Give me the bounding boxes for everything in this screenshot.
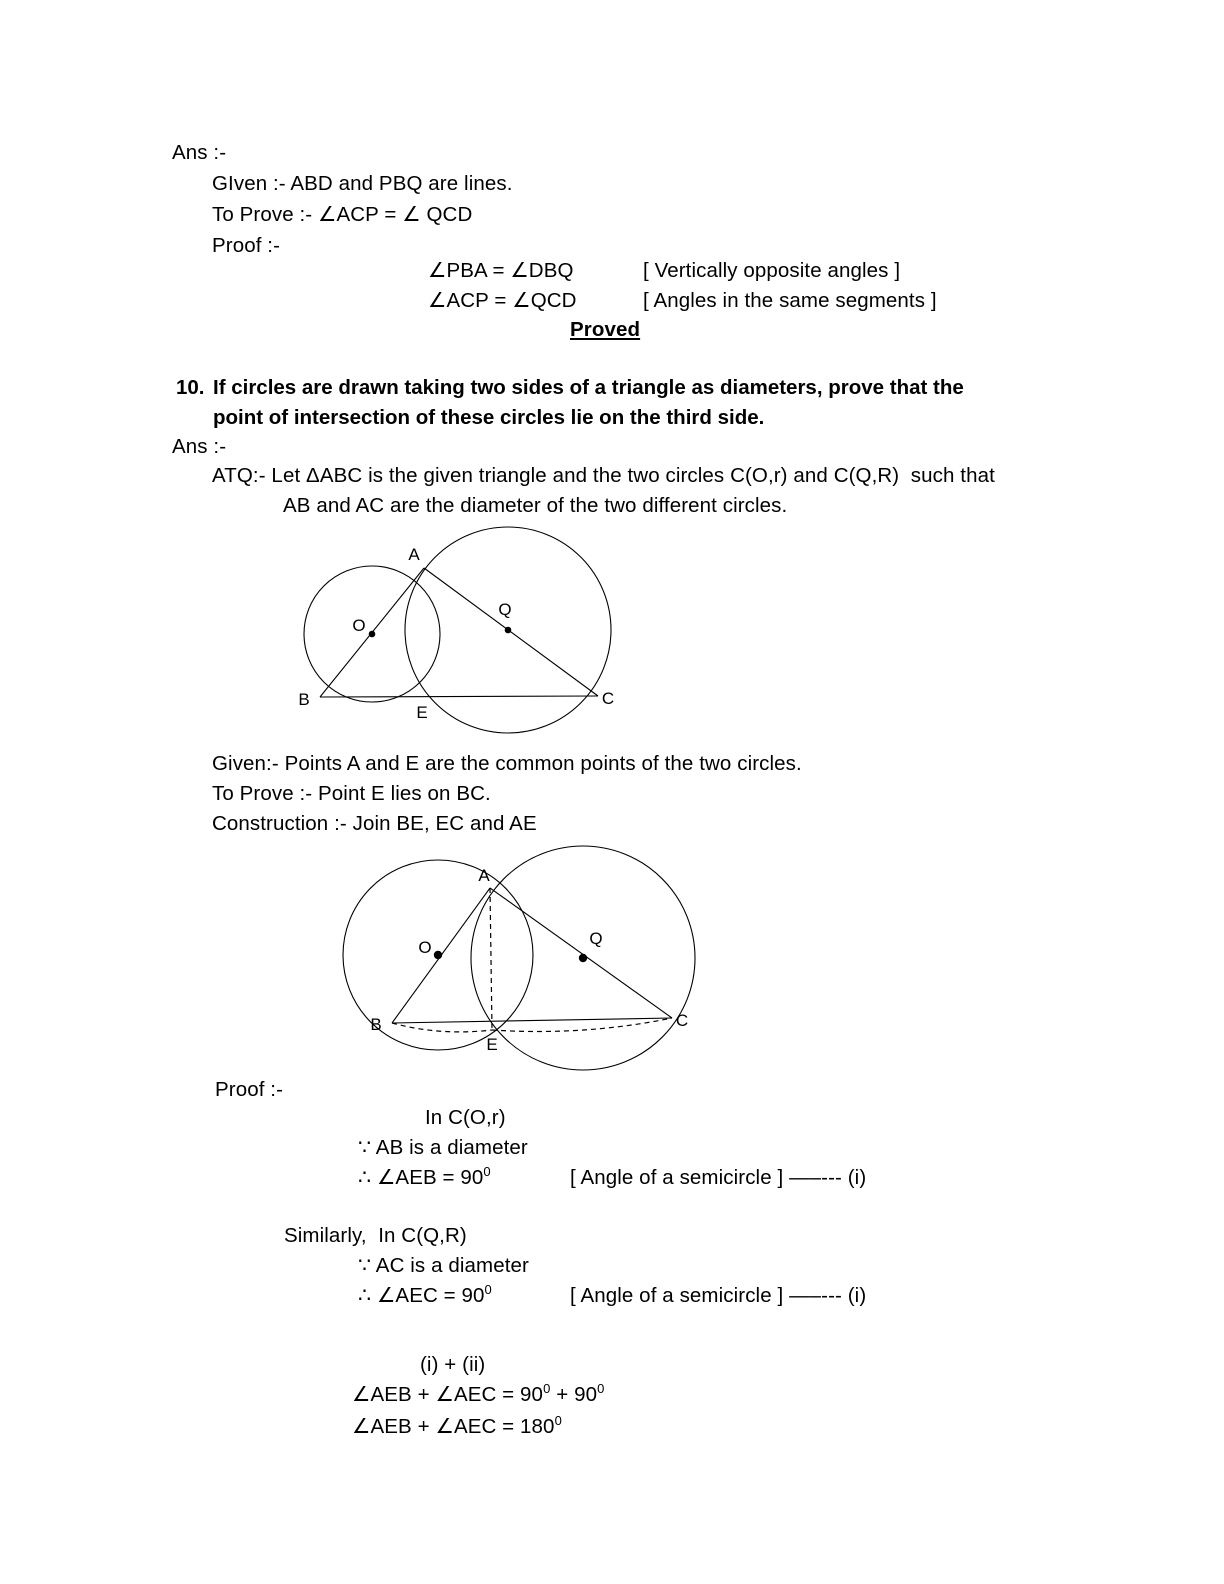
proof-sum-line1-degree-2: 0 xyxy=(597,1381,605,1397)
proof-block1-degree: 0 xyxy=(483,1164,491,1180)
center-dot-O xyxy=(369,631,376,638)
atq-line-2: AB and AC are the diameter of the two different circles. xyxy=(283,494,788,517)
segment-BC xyxy=(320,696,598,697)
answer-label-part1: Ans :- xyxy=(172,141,227,164)
proof-sum-line1-a: ∠AEB + ∠AEC = 90 xyxy=(352,1383,544,1406)
proof-block2-therefore xyxy=(358,1282,492,1307)
proof-block2-because: ∵ AC is a diameter xyxy=(358,1254,529,1277)
answer-label-q10: Ans :- xyxy=(172,435,227,458)
given-line-part1: GIven :- ABD and PBQ are lines. xyxy=(212,172,513,195)
figure-2-label-Q: Q xyxy=(589,929,603,948)
proof-sum-line-1 xyxy=(352,1381,605,1406)
proof-block1-because: ∵ AB is a diameter xyxy=(358,1136,528,1159)
proof-sum-line1-b: + 90 xyxy=(550,1383,598,1406)
question-10-number: 10. xyxy=(176,376,205,399)
figure-1-label-B: B xyxy=(298,690,310,709)
figure-2-label-O: O xyxy=(418,938,432,957)
proof-block2-bracket: [ Angle of a semicircle ] —–--- (i) xyxy=(570,1284,867,1307)
proof-sum-line2-a: ∠AEB + ∠AEC = 180 xyxy=(352,1415,555,1438)
question-10-text-line2: point of intersection of these circles lie on the third side. xyxy=(213,406,765,429)
proof-sum-line1-degree-1: 0 xyxy=(543,1381,551,1397)
proof-block1-heading: In C(O,r) xyxy=(425,1106,506,1129)
proof-sum-heading: (i) + (ii) xyxy=(420,1353,486,1376)
given-line-q10: Given:- Points A and E are the common points of the two circles. xyxy=(212,752,802,775)
figure-1-two-circles-triangle xyxy=(270,520,650,735)
proof-block2-degree: 0 xyxy=(484,1282,492,1298)
figure-2-label-C: C xyxy=(675,1011,689,1030)
question-10-text-line1: If circles are drawn taking two sides of a triangle as diameters, prove that the xyxy=(213,376,964,399)
proof-block1-therefore-text: ∴ ∠AEB = 90 xyxy=(358,1166,484,1189)
figure-1-label-E: E xyxy=(416,703,428,722)
construction-line-q10: Construction :- Join BE, EC and AE xyxy=(212,812,537,835)
proof-block1-therefore xyxy=(358,1164,491,1189)
atq-line-1: ATQ:- Let ΔABC is the given triangle and the two circles C(O,r) and C(Q,R) such that xyxy=(212,464,995,487)
proof-step-2-reason: [ Angles in the same segments ] xyxy=(643,289,937,312)
to-prove-line-part1: To Prove :- ∠ACP = ∠ QCD xyxy=(212,203,473,226)
proof-sum-line-2 xyxy=(352,1413,562,1438)
segment-AC xyxy=(424,568,598,696)
proof-block2-therefore-text: ∴ ∠AEC = 90 xyxy=(358,1284,485,1307)
figure-1-label-Q: Q xyxy=(498,600,512,619)
figure-1-label-O: O xyxy=(352,616,366,635)
proof-block1-bracket: [ Angle of a semicircle ] —–--- (i) xyxy=(570,1166,867,1189)
figure-2-label-B: B xyxy=(370,1015,382,1034)
center-dot-Q xyxy=(505,627,512,634)
figure-1-label-C: C xyxy=(601,689,615,708)
proof-step-2-left: ∠ACP = ∠QCD xyxy=(428,289,577,312)
figure-1-label-A: A xyxy=(408,545,420,564)
proof-sum-line2-degree: 0 xyxy=(554,1413,562,1429)
construction-segment-AE xyxy=(490,888,492,1030)
proof-label-part1: Proof :- xyxy=(212,234,281,257)
proved-label-part1: Proved xyxy=(570,318,641,341)
proof-step-1-reason: [ Vertically opposite angles ] xyxy=(643,259,901,282)
to-prove-line-q10: To Prove :- Point E lies on BC. xyxy=(212,782,491,805)
segment-BC xyxy=(392,1018,672,1023)
figure-2-label-A: A xyxy=(478,866,490,885)
figure-2-label-E: E xyxy=(486,1035,498,1054)
construction-segment-BE xyxy=(392,1023,492,1032)
figure-2-two-circles-with-construction xyxy=(340,860,720,1060)
center-dot-Q xyxy=(579,954,587,962)
proof-label-q10: Proof :- xyxy=(215,1078,284,1101)
proof-block2-heading: Similarly, In C(Q,R) xyxy=(284,1224,467,1247)
center-dot-O xyxy=(434,951,442,959)
proof-step-1-left: ∠PBA = ∠DBQ xyxy=(428,259,574,282)
segment-AC xyxy=(490,888,672,1018)
